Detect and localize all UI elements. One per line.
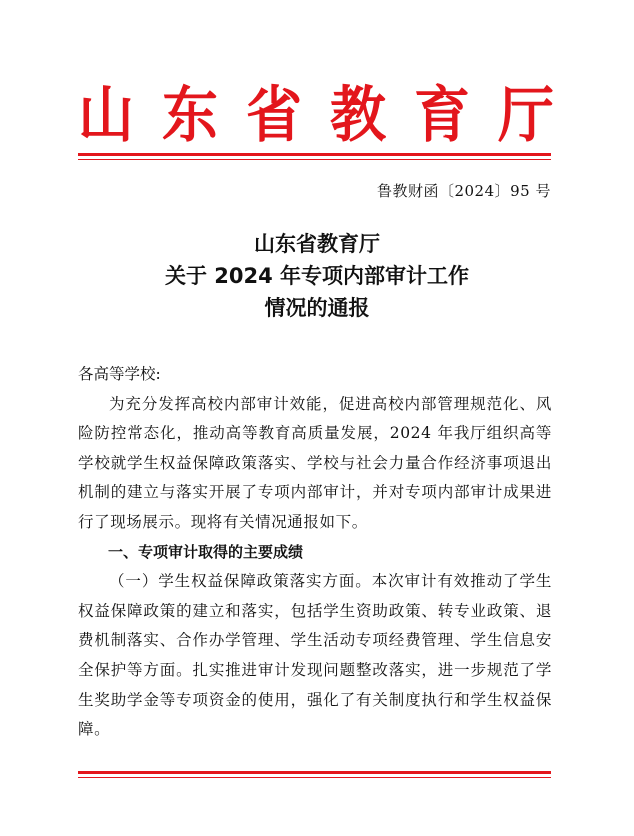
masthead-title	[78, 80, 554, 152]
salutation: 各高等学校:	[78, 365, 161, 383]
masthead-char: 省	[246, 80, 302, 151]
document-body	[78, 360, 552, 745]
masthead-rule-thin	[78, 159, 551, 160]
masthead-char: 东	[162, 80, 218, 151]
title-line-3: 情况的通报	[264, 296, 370, 320]
title-line-2: 关于 2024 年专项内部审计工作	[164, 264, 470, 288]
footer-rule-thick	[78, 771, 551, 774]
document-title	[0, 228, 634, 324]
footer-rule-thin	[78, 777, 551, 778]
masthead-rule-thick	[78, 153, 551, 156]
title-line-1: 山东省教育厅	[254, 232, 380, 256]
intro-paragraph: 为充分发挥高校内部审计效能，促进高校内部管理规范化、风险防控常态化，推动高等教育高质量发展，2024 年我厅组织高等学校就学生权益保障政策落实、学校与社会力量合作经济事项退出机制的建立与落实开展了专项内部审计，并对专项内部审计成果进行了现场展示。现将有关情况通报如下。	[78, 394, 552, 531]
section-paragraph: （一）学生权益保障政策落实方面。本次审计有效推动了学生权益保障政策的建立和落实，包括学生资助政策、转专业政策、退费机制落实、合作办学管理、学生活动专项经费管理、学生信息安全保护等方面。扎实推进审计发现问题整改落实，进一步规范了学生奖助学金等专项资金的使用，强化了有关制度执行和学生权益保障。	[78, 572, 552, 739]
masthead-char: 山	[78, 80, 134, 151]
masthead-char: 厅	[498, 80, 554, 151]
masthead-char: 育	[414, 80, 470, 151]
section-heading: 一、专项审计取得的主要成绩	[108, 542, 304, 561]
masthead-char: 教	[330, 80, 386, 151]
document-number: 鲁教财函〔2024〕95 号	[376, 182, 551, 200]
